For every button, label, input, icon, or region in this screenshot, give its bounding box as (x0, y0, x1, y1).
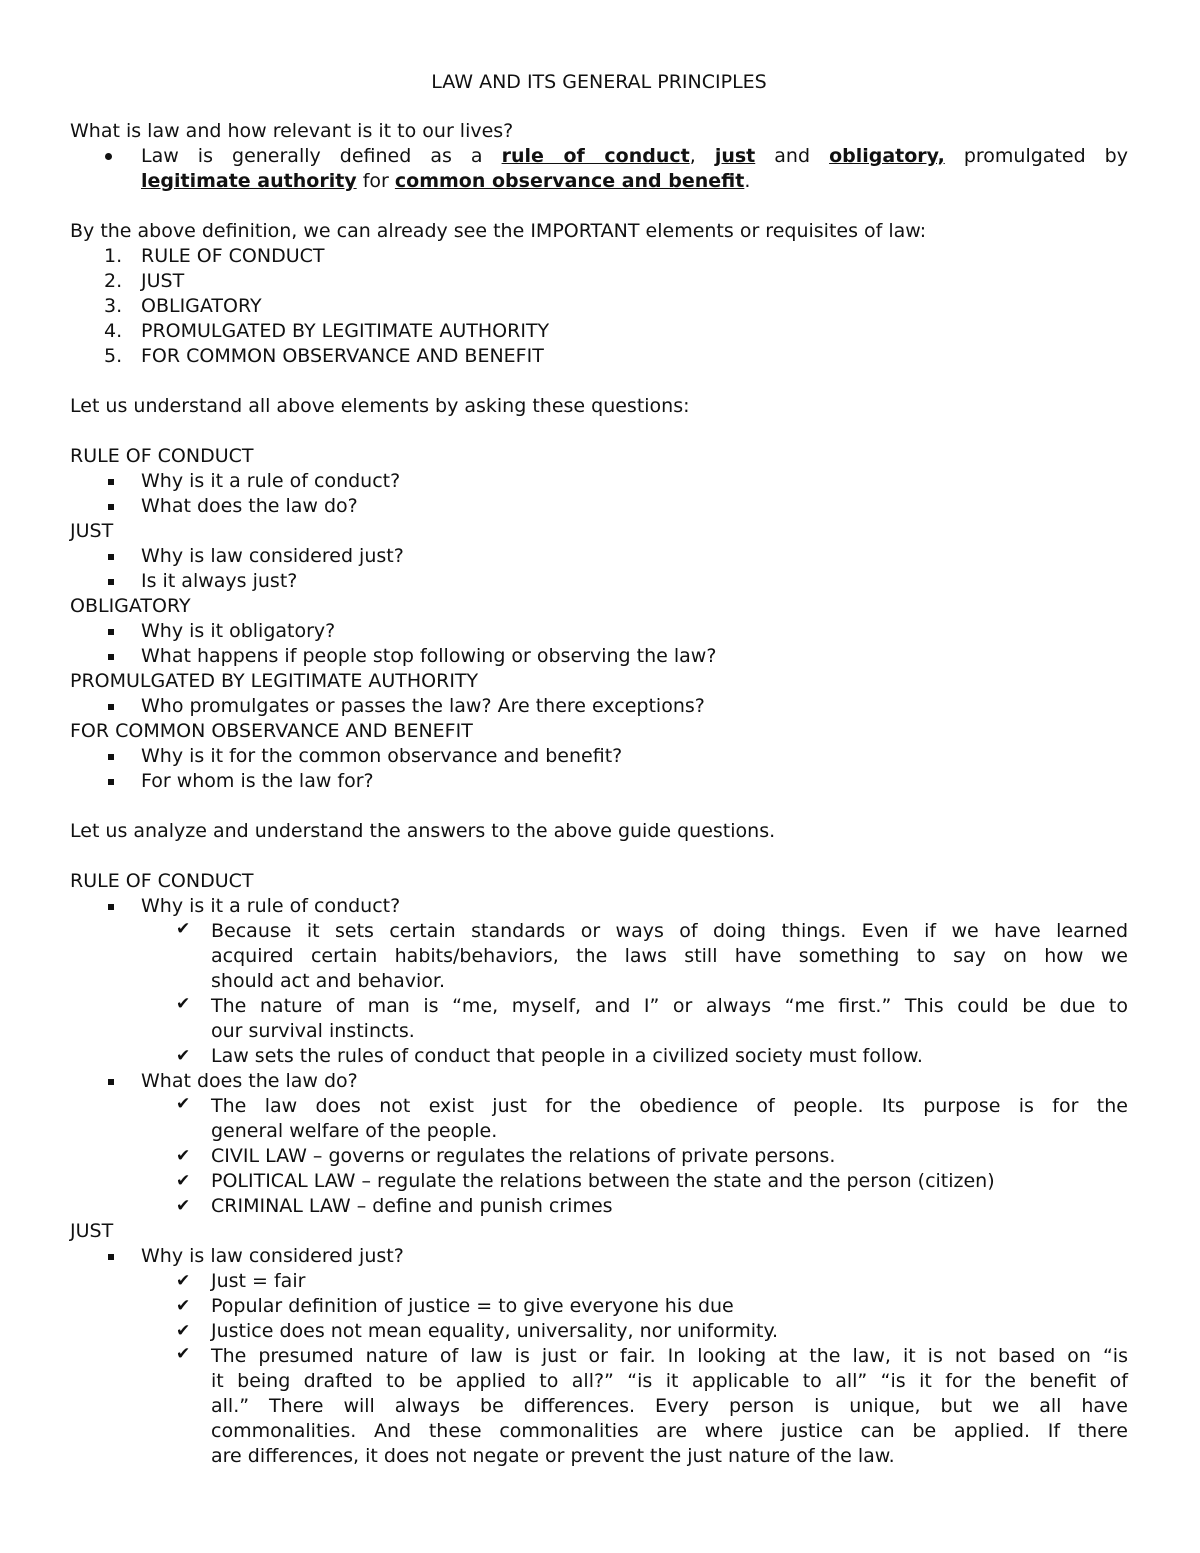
question-item: Why is law considered just? (70, 544, 1128, 569)
element-item: 2. JUST (104, 270, 185, 292)
checkmark-icon: ✔ (176, 1094, 191, 1114)
page-title: LAW AND ITS GENERAL PRINCIPLES (431, 71, 767, 93)
definition-item: Law is generally defined as a rule of conduct, just and obligatory, promulgated by legitimate authority for common observance and benefit. (70, 144, 1128, 194)
checkmark-icon: ✔ (176, 1344, 191, 1364)
square-bullet-icon (108, 504, 114, 510)
elements-intro: By the above definition, we can already see the IMPORTANT elements or requisites of law: (70, 220, 927, 242)
answer-item: ✔ CRIMINAL LAW – define and punish crimes (176, 1195, 613, 1217)
analysis-intro: Let us analyze and understand the answers to the above guide questions. (70, 820, 776, 842)
question-item: Who promulgates or passes the law? Are there exceptions? (70, 694, 1128, 719)
section-heading: RULE OF CONDUCT (70, 445, 254, 467)
checkmark-icon: ✔ (176, 1146, 191, 1166)
question-item: What does the law do? (70, 1069, 1128, 1094)
section-heading: JUST (70, 1220, 114, 1242)
square-bullet-icon (108, 579, 114, 585)
answer-item: ✔ CIVIL LAW – governs or regulates the relations of private persons. (176, 1145, 836, 1167)
question-item: Why is it obligatory? (70, 619, 1128, 644)
answer-item: ✔ Because it sets certain standards or ways of doing things. Even if we have learned acquired certain habits/behaviors, the laws still have something to say on how we should act and behavior. (176, 919, 1128, 992)
square-bullet-icon (108, 1254, 114, 1260)
question-item: What does the law do? (70, 494, 1128, 519)
checkmark-icon: ✔ (176, 1296, 191, 1316)
square-bullet-icon (108, 754, 114, 760)
section-heading: RULE OF CONDUCT (70, 870, 254, 892)
answer-item: ✔ The nature of man is “me, myself, and I” or always “me first.” This could be due to our survival instincts. (176, 994, 1128, 1042)
section-heading: JUST (70, 520, 114, 542)
element-item: 1. RULE OF CONDUCT (104, 245, 325, 267)
checkmark-icon: ✔ (176, 1196, 191, 1216)
document-page (70, 70, 1128, 1469)
answer-item: ✔ Justice does not mean equality, universality, nor uniformity. (176, 1320, 779, 1342)
answer-item: ✔ Law sets the rules of conduct that people in a civilized society must follow. (176, 1045, 923, 1067)
square-bullet-icon (108, 704, 114, 710)
square-bullet-icon (108, 779, 114, 785)
answer-item: ✔ Just = fair (176, 1270, 306, 1292)
square-bullet-icon (108, 629, 114, 635)
section-heading: FOR COMMON OBSERVANCE AND BENEFIT (70, 720, 473, 742)
section-heading: OBLIGATORY (70, 595, 191, 617)
checkmark-icon: ✔ (176, 1271, 191, 1291)
checkmark-icon: ✔ (176, 1046, 191, 1066)
square-bullet-icon (108, 654, 114, 660)
element-item: 3. OBLIGATORY (104, 295, 262, 317)
question-item: Why is it for the common observance and benefit? (70, 744, 1128, 769)
question-item: Why is it a rule of conduct? (70, 469, 1128, 494)
square-bullet-icon (108, 904, 114, 910)
answer-item: ✔ The law does not exist just for the obedience of people. Its purpose is for the general welfare of the people. (176, 1094, 1128, 1142)
square-bullet-icon (108, 1079, 114, 1085)
questions-intro: Let us understand all above elements by asking these questions: (70, 395, 690, 417)
square-bullet-icon (108, 554, 114, 560)
square-bullet-icon (108, 479, 114, 485)
element-item: 4. PROMULGATED BY LEGITIMATE AUTHORITY (104, 320, 550, 342)
question-item: Why is law considered just? (70, 1244, 1128, 1269)
element-item: 5. FOR COMMON OBSERVANCE AND BENEFIT (104, 345, 544, 367)
question-item: Is it always just? (70, 569, 1128, 594)
intro-question: What is law and how relevant is it to our lives? (70, 120, 514, 142)
round-bullet-icon (105, 153, 112, 160)
answer-item: ✔ POLITICAL LAW – regulate the relations between the state and the person (citizen) (176, 1170, 995, 1192)
question-item: For whom is the law for? (70, 769, 1128, 794)
checkmark-icon: ✔ (176, 919, 191, 939)
section-heading: PROMULGATED BY LEGITIMATE AUTHORITY (70, 670, 479, 692)
answer-item: ✔ Popular definition of justice = to give everyone his due (176, 1295, 734, 1317)
checkmark-icon: ✔ (176, 994, 191, 1014)
checkmark-icon: ✔ (176, 1321, 191, 1341)
answer-item: ✔ The presumed nature of law is just or fair. In looking at the law, it is not based on “is it being drafted to be applied to all?” “is it applicable to all” “is it for the benefit of all.” There will always be differences. Every person is unique, but we all have commonalities. And these commonalities are where justice can be applied. If there are differences, it does not negate or prevent the just nature of the law. (176, 1344, 1128, 1467)
checkmark-icon: ✔ (176, 1171, 191, 1191)
question-item: Why is it a rule of conduct? (70, 894, 1128, 919)
question-item: What happens if people stop following or observing the law? (70, 644, 1128, 669)
